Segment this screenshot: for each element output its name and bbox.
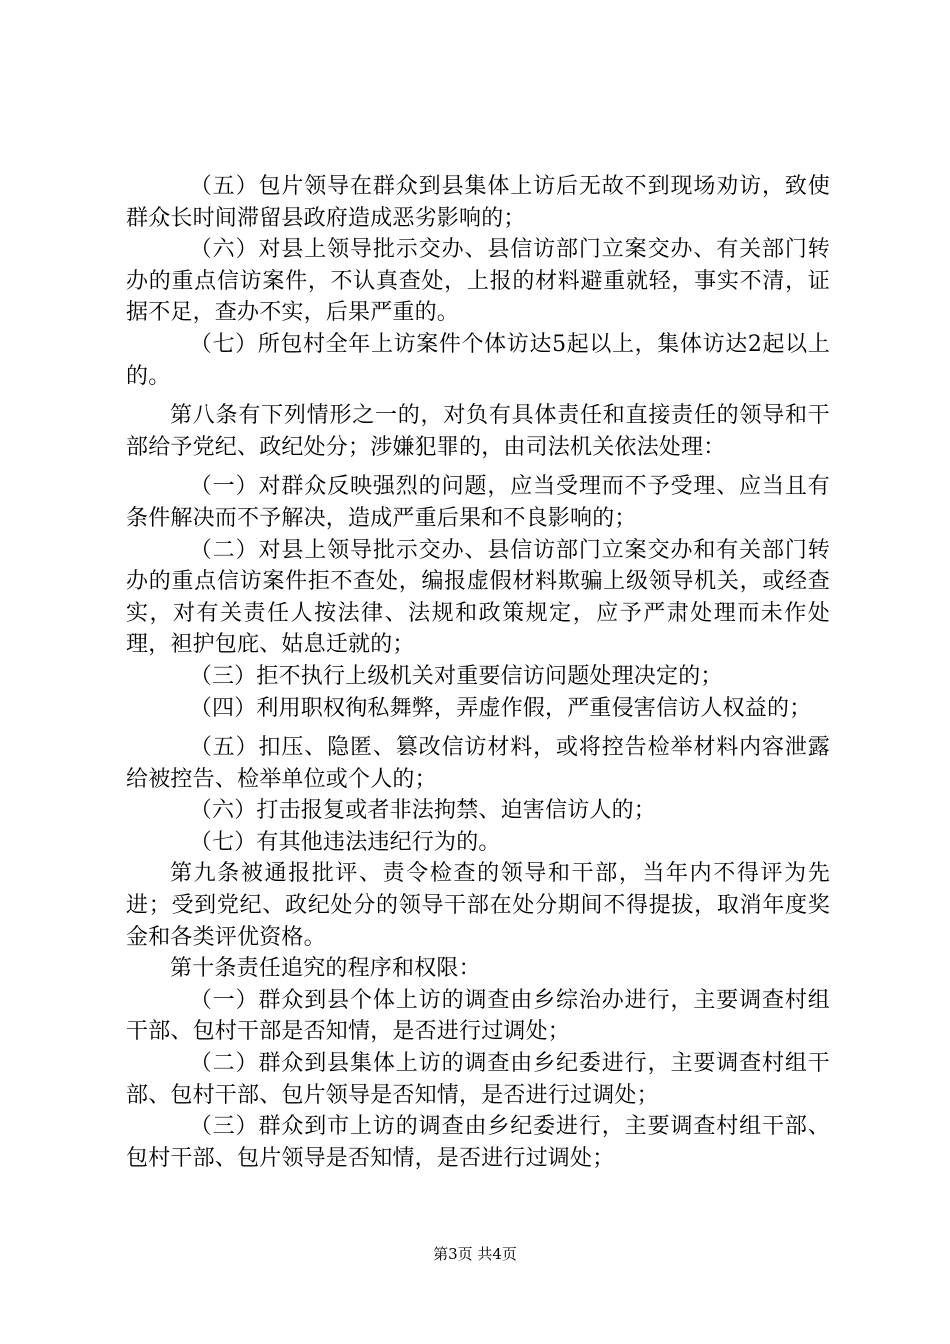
page-number-label: 第3页 共4页 [433, 1245, 517, 1263]
paragraph-art8-item-1: （一）对群众反映强烈的问题，应当受理而不予受理、应当且有条件解决而不予解决，造成严重后果和不良影响的； [126, 474, 830, 531]
paragraph-art8-item-7: （七）有其他违法违纪行为的。 [189, 829, 501, 855]
paragraph-item-6-chachu: （六）对县上领导批示交办、县信访部门立案交办、有关部门转办的重点信访案件，不认真查处，上报的材料避重就轻，事实不清，证据不足，查办不实，后果严重的。 [126, 237, 830, 326]
paragraph-art8-item-3: （三）拒不执行上级机关对重要信访问题处理决定的； [189, 663, 723, 689]
paragraph-item-7-baocun: （七）所包村全年上访案件个体访达5起以上，集体访达2起以上的。 [126, 331, 830, 389]
paragraph-article-9: 第九条被通报批评、责令检查的领导和干部，当年内不得评为先进；受到党纪、政纪处分的领导干部在处分期间不得提拔，取消年度奖金和各类评优资格。 [126, 861, 830, 950]
paragraph-art10-item-1: （一）群众到县个体上访的调查由乡综治办进行，主要调查村组干部、包村干部是否知情，是否进行过调处； [126, 987, 830, 1045]
paragraph-art10-item-2: （二）群众到县集体上访的调查由乡纪委进行，主要调查村组干部、包村干部、包片领导是否知情，是否进行过调处； [126, 1051, 830, 1108]
paragraph-art10-item-3: （三）群众到市上访的调查由乡纪委进行，主要调查村组干部、包村干部、包片领导是否知情，是否进行过调处； [126, 1114, 830, 1171]
page-footer [0, 1244, 950, 1264]
paragraph-art8-item-6: （六）打击报复或者非法拘禁、迫害信访人的； [189, 798, 656, 824]
document-body [126, 171, 830, 1174]
paragraph-item-5-baopian: （五）包片领导在群众到县集体上访后无故不到现场劝访，致使群众长时间滞留县政府造成恶劣影响的； [126, 174, 830, 231]
paragraph-art8-item-5: （五）扣压、隐匿、篡改信访材料，或将控告检举材料内容泄露给被控告、检举单位或个人的； [126, 735, 830, 792]
paragraph-article-10: 第十条责任追究的程序和权限： [170, 956, 481, 982]
paragraph-art8-item-4: （四）利用职权徇私舞弊，弄虚作假，严重侵害信访人权益的； [189, 695, 812, 721]
paragraph-art8-item-2: （二）对县上领导批示交办、县信访部门立案交办和有关部门转办的重点信访案件拒不查处，编报虚假材料欺骗上级领导机关，或经查实，对有关责任人按法律、法规和政策规定，应予严肃处理而未作处理，袒护包庇、姑息迁就的； [126, 537, 830, 658]
paragraph-article-8: 第八条有下列情形之一的，对负有具体责任和直接责任的领导和干部给予党纪、政纪处分；涉嫌犯罪的，由司法机关依法处理： [126, 403, 830, 460]
